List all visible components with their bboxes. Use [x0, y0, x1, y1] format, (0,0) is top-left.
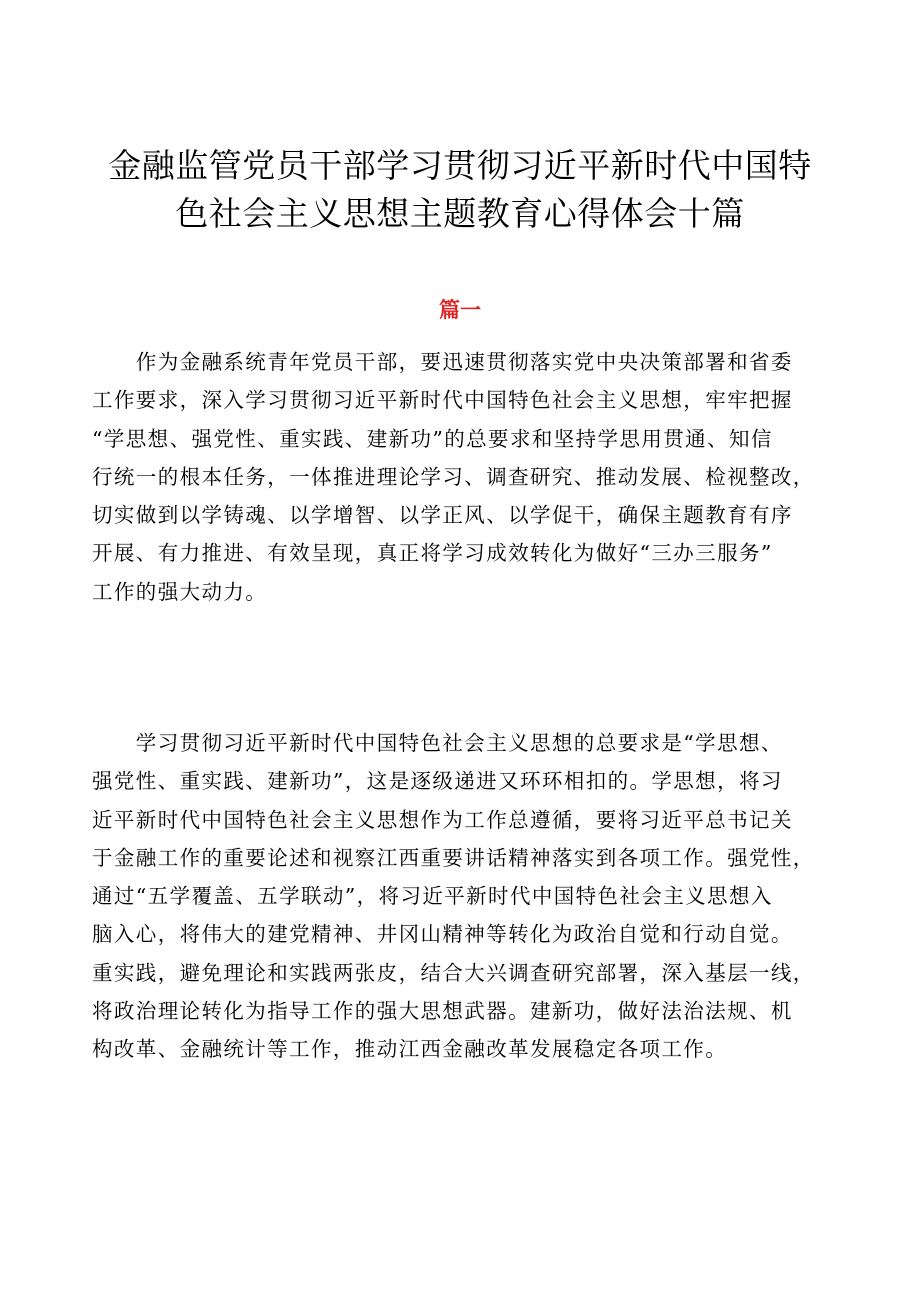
section-heading: 篇一	[439, 298, 481, 322]
paragraph-line: “学思想、强党性、重实践、建新功”的总要求和坚持学思用贯通、知信	[92, 426, 773, 451]
title-line-1: 金融监管党员干部学习贯彻习近平新时代中国特	[108, 146, 812, 185]
paragraph-line: 通过“五学覆盖、五学联动”，将习近平新时代中国特色社会主义思想入	[92, 884, 773, 909]
paragraph-line: 于金融工作的重要论述和视察江西重要讲话精神落实到各项工作。强党性，	[92, 845, 815, 870]
paragraph-line: 重实践，避免理论和实践两张皮，结合大兴调查研究部署，深入基层一线，	[92, 960, 815, 985]
paragraph-line: 开展、有力推进、有效呈现，真正将学习成效转化为做好“三办三服务”	[92, 541, 773, 566]
document-title	[80, 142, 840, 238]
paragraph-line: 工作要求，深入学习贯彻习近平新时代中国特色社会主义思想，牢牢把握	[92, 388, 793, 413]
title-line-2: 色社会主义思想主题教育心得体会十篇	[175, 194, 745, 233]
paragraph-line: 学习贯彻习近平新时代中国特色社会主义思想的总要求是“学思想、	[92, 731, 783, 755]
paragraph-1	[92, 343, 828, 611]
paragraph-line: 工作的强大动力。	[92, 579, 268, 604]
paragraph-line: 作为金融系统青年党员干部，要迅速贯彻落实党中央决策部署和省委	[92, 350, 793, 374]
paragraph-line: 近平新时代中国特色社会主义思想作为工作总遵循，要将习近平总书记关	[92, 807, 793, 832]
paragraph-line: 脑入心，将伟大的建党精神、井冈山精神等转化为政治自觉和行动自觉。	[92, 922, 793, 947]
paragraph-line: 将政治理论转化为指导工作的强大思想武器。建新功，做好法治法规、机	[92, 999, 793, 1024]
paragraph-line: 构改革、金融统计等工作，推动江西金融改革发展稳定各项工作。	[92, 1037, 728, 1062]
paragraph-line: 切实做到以学铸魂、以学增智、以学正风、以学促干，确保主题教育有序	[92, 503, 793, 528]
paragraph-line: 强党性、重实践、建新功”，这是逐级递进又环环相扣的。学思想，将习	[92, 769, 783, 794]
paragraph-line: 行统一的根本任务，一体推进理论学习、调查研究、推动发展、检视整改，	[92, 464, 815, 489]
paragraph-2	[92, 724, 828, 1069]
